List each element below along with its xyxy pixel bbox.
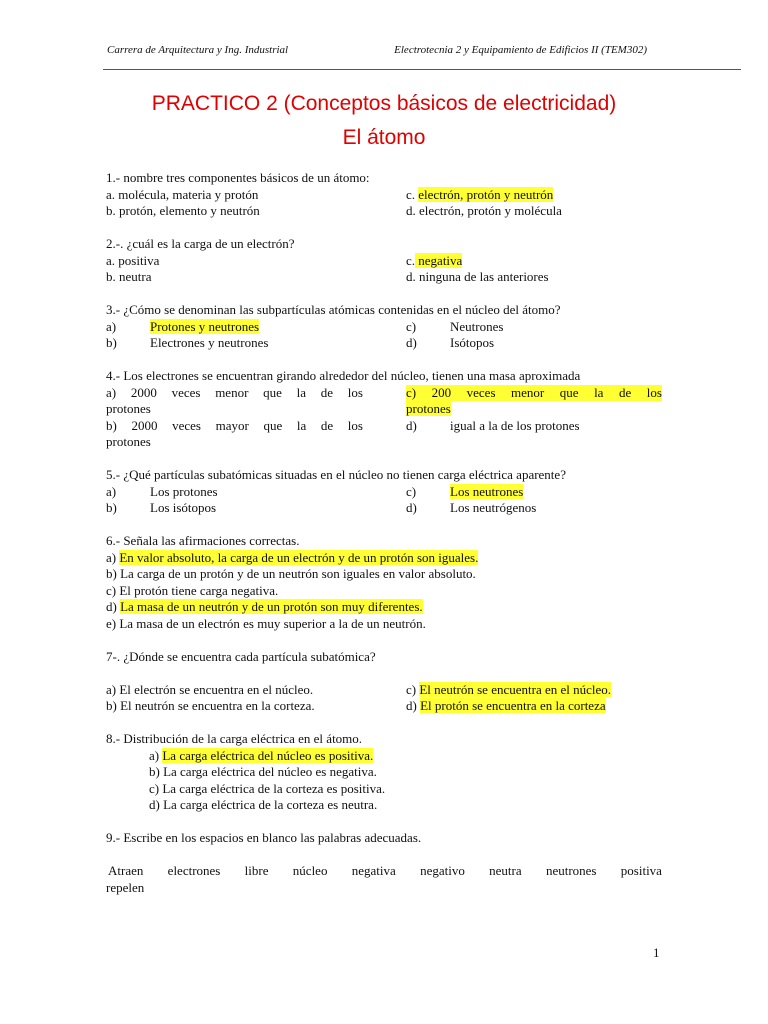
question-text: 9.- Escribe en los espacios en blanco las palabras adecuadas. xyxy=(106,830,422,845)
question-1 xyxy=(106,170,662,220)
word: positiva xyxy=(620,863,662,878)
option-c: c. electrón, protón y neutrón xyxy=(406,186,554,202)
word: Atraen xyxy=(108,863,144,878)
option-b: b) Los isótopos xyxy=(106,500,217,515)
question-7 xyxy=(106,649,662,715)
highlighted-answer: Los neutrones xyxy=(450,483,524,499)
statement-a: a) La carga eléctrica del núcleo es positiva. xyxy=(149,747,374,763)
statement-d: d) La carga eléctrica de la corteza es neutra. xyxy=(149,797,378,812)
question-4 xyxy=(106,368,662,451)
page-title: PRACTICO 2 (Conceptos básicos de electricidad) xyxy=(151,92,617,115)
option-c: c) El neutrón se encuentra en el núcleo. xyxy=(406,681,612,697)
question-2 xyxy=(106,236,662,286)
option-c: c. negativa xyxy=(406,252,463,268)
page-header xyxy=(107,44,659,60)
word: núcleo xyxy=(292,863,328,878)
word: negativa xyxy=(351,863,396,878)
option-a: a) 2000 veces menor que la de los protones xyxy=(106,384,363,416)
statement-b: b) La carga eléctrica del núcleo es negativa. xyxy=(149,764,377,779)
page-number: 1 xyxy=(653,945,660,960)
question-9 xyxy=(106,830,662,896)
highlighted-answer: electrón, protón y neutrón xyxy=(418,186,554,202)
highlighted-answer: Protones y neutrones xyxy=(150,318,260,334)
option-a: a) El electrón se encuentra en el núcleo. xyxy=(106,681,314,697)
statement-b: b) La carga de un protón y de un neutrón son iguales en valor absoluto. xyxy=(106,566,476,581)
option-d: d. electrón, protón y molécula xyxy=(406,203,562,218)
option-b: b. protón, elemento y neutrón xyxy=(106,203,260,218)
question-text: 8.- Distribución de la carga eléctrica en el átomo. xyxy=(106,731,363,746)
question-text: 4.- Los electrones se encuentran girando alrededor del núcleo, tienen una masa aproximada xyxy=(106,368,581,383)
question-3 xyxy=(106,302,662,352)
word: neutrones xyxy=(545,863,597,878)
word: repelen xyxy=(106,879,145,895)
question-text: 5.- ¿Qué partículas subatómicas situadas en el núcleo no tienen carga eléctrica aparente? xyxy=(106,467,566,482)
word-bank xyxy=(106,863,662,880)
highlighted-answer: La masa de un neutrón y de un protón son muy diferentes. xyxy=(120,599,423,614)
option-c: c) Neutrones xyxy=(406,318,504,334)
option-d: d) Isótopos xyxy=(406,335,495,350)
statement-d: d) La masa de un neutrón y de un protón son muy diferentes. xyxy=(106,599,423,614)
option-d: d. ninguna de las anteriores xyxy=(406,269,549,284)
highlighted-answer: El protón se encuentra en la corteza xyxy=(420,698,606,713)
header-rule xyxy=(103,69,741,70)
option-d: d) igual a la de los protones xyxy=(406,417,580,433)
option-a: a) Protones y neutrones xyxy=(106,318,260,334)
option-c: c) 200 veces menor que la de los protones xyxy=(406,384,662,416)
word: negativo xyxy=(420,863,465,878)
highlighted-answer: El neutrón se encuentra en el núcleo. xyxy=(419,681,612,697)
statement-c: c) El protón tiene carga negativa. xyxy=(106,582,279,598)
option-b: b) Electrones y neutrones xyxy=(106,335,269,350)
option-a: a. positiva xyxy=(106,252,160,268)
worksheet-content xyxy=(106,170,662,896)
header-right: Electrotecnia 2 y Equipamiento de Edificios II (TEM302) xyxy=(394,44,647,56)
word: electrones xyxy=(167,863,221,878)
option-a: a. molécula, materia y protón xyxy=(106,186,259,202)
word: libre xyxy=(244,863,269,878)
page-subtitle: El átomo xyxy=(342,126,426,149)
statement-a: a) En valor absoluto, la carga de un electrón y de un protón son iguales. xyxy=(106,549,479,565)
question-text: 7-. ¿Dónde se encuentra cada partícula subatómica? xyxy=(106,648,376,664)
option-b: b. neutra xyxy=(106,269,152,284)
option-b: b) 2000 veces mayor que la de los protones xyxy=(106,417,363,449)
statement-e: e) La masa de un electrón es muy superior a la de un neutrón. xyxy=(106,615,426,631)
header-left: Carrera de Arquitectura y Ing. Industrial xyxy=(107,44,289,56)
highlighted-answer: negativa xyxy=(415,252,463,268)
word: neutra xyxy=(489,863,522,878)
question-6 xyxy=(106,533,662,632)
question-5 xyxy=(106,467,662,517)
option-a: a) Los protones xyxy=(106,483,218,499)
question-text: 3.- ¿Cómo se denominan las subpartículas atómicas contenidas en el núcleo del átomo? xyxy=(106,302,561,317)
option-c: c) Los neutrones xyxy=(406,483,524,499)
question-text: 1.- nombre tres componentes básicos de un átomo: xyxy=(106,170,370,185)
question-8 xyxy=(106,731,662,814)
option-b: b) El neutrón se encuentra en la corteza. xyxy=(106,698,315,713)
option-d: d) El protón se encuentra en la corteza xyxy=(406,698,606,713)
question-text: 6.- Señala las afirmaciones correctas. xyxy=(106,533,300,548)
statement-c: c) La carga eléctrica de la corteza es positiva. xyxy=(149,780,386,796)
option-d: d) Los neutrógenos xyxy=(406,500,537,515)
question-text: 2.-. ¿cuál es la carga de un electrón? xyxy=(106,236,295,251)
highlighted-answer: En valor absoluto, la carga de un electrón y de un protón son iguales. xyxy=(119,549,479,565)
highlighted-answer: La carga eléctrica del núcleo es positiva. xyxy=(162,747,374,763)
